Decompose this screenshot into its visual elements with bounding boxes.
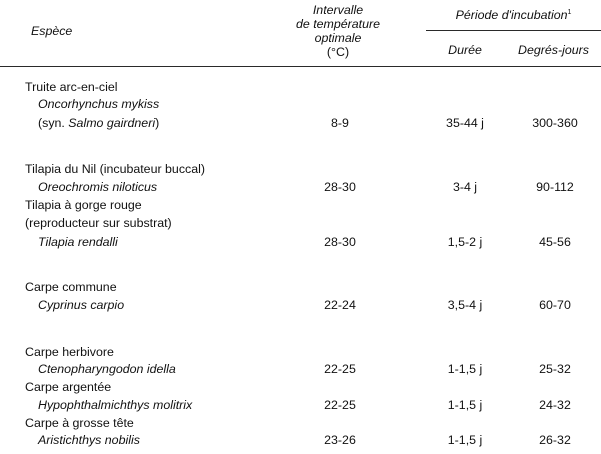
species-latin: Aristichthys nobilis	[38, 433, 140, 447]
species-name: Carpe commune	[25, 280, 117, 294]
duration-value: 1-1,5 j	[447, 398, 483, 412]
temp-value: 28-30	[324, 235, 356, 249]
species-latin: Ctenopharyngodon idella	[38, 362, 176, 376]
header-temp-line3: optimale	[314, 31, 362, 45]
duration-value: 1-1,5 j	[447, 433, 483, 447]
header-bottom-rule	[0, 66, 601, 67]
temp-value: 22-25	[324, 362, 356, 376]
species-name: Tilapia à gorge rouge	[25, 198, 142, 212]
species-latin: Oreochromis niloticus	[38, 180, 158, 194]
species-name: Truite arc-en-ciel	[25, 80, 118, 94]
species-latin: Cyprinus carpio	[38, 298, 125, 312]
synonym-latin: Salmo gairdneri	[68, 116, 156, 130]
degree-days-value: 24-32	[539, 398, 571, 412]
species-name: Tilapia du Nil (incubateur buccal)	[25, 162, 205, 176]
header-degree-days: Degrés-jours	[518, 43, 589, 57]
incubation-underline	[426, 30, 601, 31]
species-name: Carpe herbivore	[25, 345, 114, 359]
degree-days-value: 300-360	[532, 116, 578, 130]
duration-value: 1,5-2 j	[447, 235, 483, 249]
synonym-prefix: (syn.	[38, 116, 69, 130]
species-name: Carpe à grosse tête	[25, 416, 134, 430]
header-incubation-footnote: 1	[567, 8, 572, 16]
degree-days-value: 25-32	[539, 362, 571, 376]
species-latin: Tilapia rendalli	[38, 235, 118, 249]
temp-value: 22-25	[324, 398, 356, 412]
temp-value: 8-9	[331, 116, 349, 130]
duration-value: 35-44 j	[446, 116, 484, 130]
degree-days-value: 90-112	[536, 180, 574, 194]
header-incubation-label: Période d'incubation	[455, 8, 568, 22]
header-temp-line1: Intervalle	[312, 3, 364, 17]
temp-value: 28-30	[324, 180, 356, 194]
header-incubation	[426, 8, 601, 23]
species-name-note: (reproducteur sur substrat)	[25, 216, 172, 230]
degree-days-value: 26-32	[539, 433, 571, 447]
duration-value: 3-4 j	[452, 180, 478, 194]
degree-days-value: 45-56	[539, 235, 571, 249]
species-latin: Oncorhynchus mykiss	[38, 97, 160, 111]
duration-value: 3,5-4 j	[447, 298, 483, 312]
degree-days-value: 60-70	[539, 298, 571, 312]
temp-value: 22-24	[324, 298, 356, 312]
duration-value: 1-1,5 j	[447, 362, 483, 376]
synonym-suffix: )	[155, 116, 160, 130]
header-species: Espèce	[31, 24, 73, 38]
header-duration: Durée	[448, 43, 482, 57]
header-temp-unit: (°C)	[326, 45, 350, 59]
species-synonym	[38, 116, 159, 131]
temp-value: 23-26	[324, 433, 356, 447]
species-name: Carpe argentée	[25, 380, 112, 394]
species-latin: Hypophthalmichthys molitrix	[38, 398, 193, 412]
header-temp-line2: de température	[295, 17, 381, 31]
